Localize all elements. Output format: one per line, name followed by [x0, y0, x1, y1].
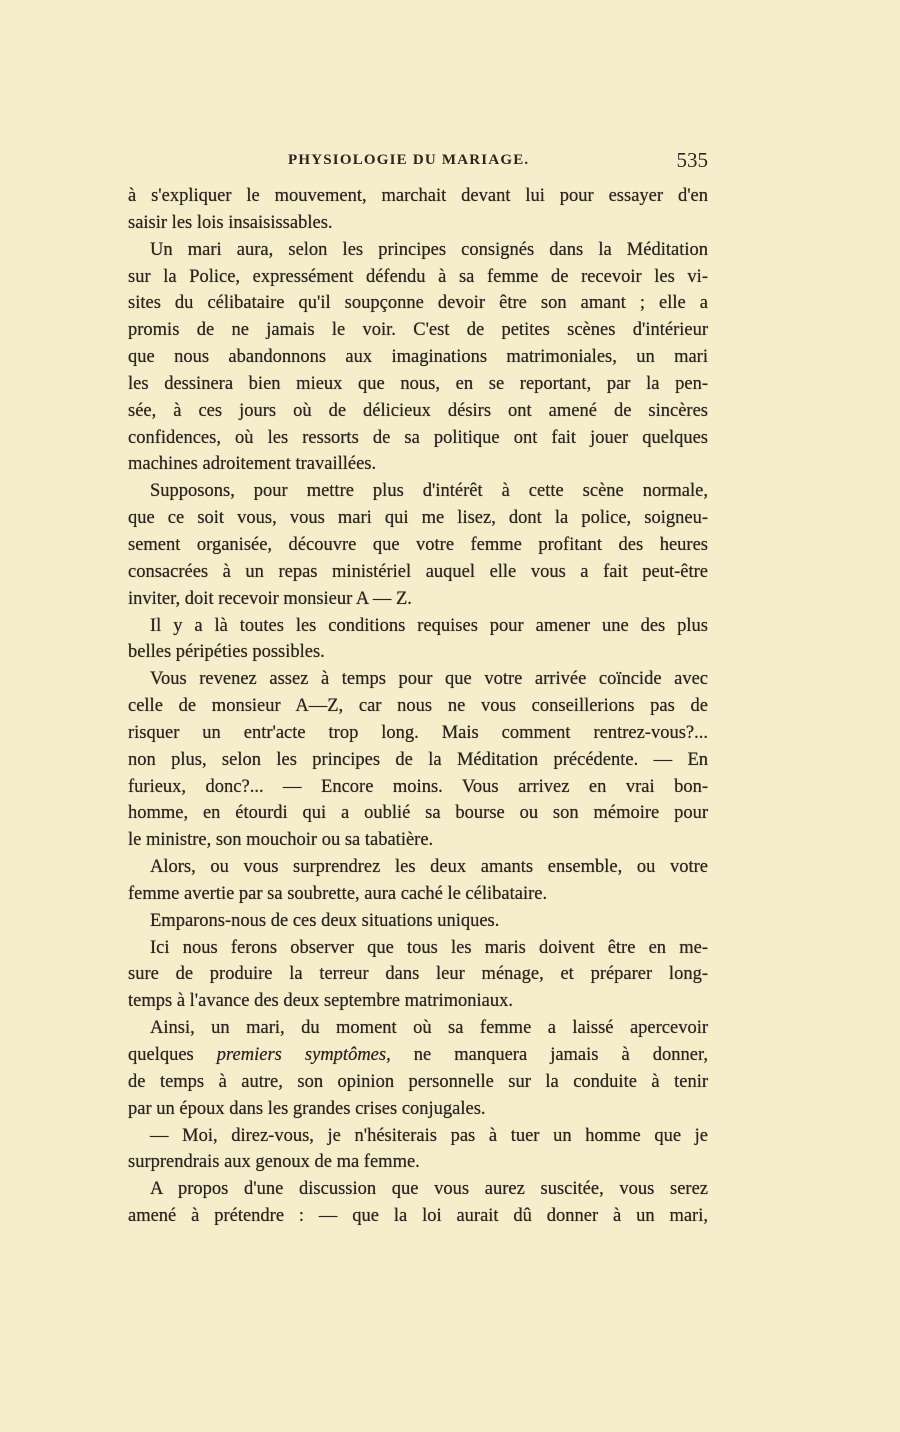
text-line: Supposons, pour mettre plus d'intérêt à cette scène normale, — [150, 481, 708, 502]
paragraph — [128, 613, 708, 667]
text-line: Emparons-nous de ces deux situations uniques. — [150, 910, 500, 931]
text-line: sure de produire la terreur dans leur ménage, et préparer long- — [128, 964, 708, 985]
text-line: homme, en étourdi qui a oublié sa bourse ou son mémoire pour — [128, 803, 708, 824]
text-line: Ici nous ferons observer que tous les maris doivent être en me- — [150, 937, 708, 958]
text-line: que nous abandonnons aux imaginations matrimoniales, un mari — [128, 347, 708, 368]
text-line: femme avertie par sa soubrette, aura caché le célibataire. — [128, 883, 548, 904]
text-line: de temps à autre, son opinion personnelle sur la conduite à tenir — [128, 1071, 708, 1092]
paragraph — [128, 478, 708, 612]
text-line: temps à l'avance des deux septembre matrimoniaux. — [128, 991, 514, 1012]
paragraph — [128, 666, 708, 854]
paragraph — [128, 1176, 708, 1230]
text-line: Alors, ou vous surprendrez les deux amants ensemble, ou votre — [150, 857, 708, 878]
text-line: par un époux dans les grandes crises conjugales. — [128, 1098, 486, 1119]
text-line: saisir les lois insaisissables. — [128, 212, 333, 233]
paragraph — [128, 935, 708, 1016]
paragraph — [128, 1015, 708, 1122]
paragraph — [128, 237, 708, 479]
text-line: surprendrais aux genoux de ma femme. — [128, 1152, 420, 1173]
body-text — [128, 183, 708, 1230]
text-line: promis de ne jamais le voir. C'est de petites scènes d'intérieur — [128, 320, 708, 341]
page-number: 535 — [676, 148, 708, 172]
running-title: PHYSIOLOGIE DU MARIAGE. — [288, 152, 530, 168]
text-line: à s'expliquer le mouvement, marchait devant lui pour essayer d'en — [128, 186, 708, 206]
text-line: consacrées à un repas ministériel auquel elle vous a fait peut-être — [128, 561, 708, 582]
text-line: quelques premiers symptômes, ne manquera jamais à donner, — [128, 1045, 709, 1065]
paragraph — [128, 908, 708, 935]
text-line: que ce soit vous, vous mari qui me lisez, dont la police, soigneu- — [128, 508, 708, 529]
running-header — [128, 150, 708, 176]
text-line: risquer un entr'acte trop long. Mais comment rentrez-vous?... — [128, 722, 708, 743]
text-line: Vous revenez assez à temps pour que votre arrivée coïncide avec — [150, 669, 708, 690]
paragraph — [128, 183, 708, 237]
text-line: confidences, où les ressorts de sa politique ont fait jouer quelques — [128, 427, 708, 448]
text-line: machines adroitement travaillées. — [128, 454, 377, 475]
text-line: furieux, donc?... — Encore moins. Vous arrivez en vrai bon- — [128, 776, 708, 797]
text-line: sur la Police, expressément défendu à sa femme de recevoir les vi- — [128, 266, 708, 287]
text-line: inviter, doit recevoir monsieur A — Z. — [128, 588, 412, 609]
text-line: Un mari aura, selon les principes consignés dans la Méditation — [150, 239, 708, 260]
text-line: amené à prétendre : — que la loi aurait dû donner à un mari, — [128, 1206, 708, 1227]
text-line: le ministre, son mouchoir ou sa tabatière. — [128, 830, 434, 851]
paragraph — [128, 1123, 708, 1177]
text-line: A propos d'une discussion que vous aurez suscitée, vous serez — [150, 1179, 708, 1200]
text-line: — Moi, direz-vous, je n'hésiterais pas à tuer un homme que je — [150, 1125, 708, 1146]
text-line: les dessinera bien mieux que nous, en se reportant, par la pen- — [128, 373, 708, 394]
text-line: belles péripéties possibles. — [128, 642, 325, 663]
text-line: sites du célibataire qu'il soupçonne devoir être son amant ; elle a — [128, 293, 708, 314]
text-line: sée, à ces jours où de délicieux désirs ont amené de sincères — [128, 400, 708, 421]
paragraph — [128, 854, 708, 908]
text-line: non plus, selon les principes de la Méditation précédente. — En — [128, 749, 708, 770]
text-line: celle de monsieur A—Z, car nous ne vous conseillerions pas de — [128, 696, 708, 717]
text-line: sement organisée, découvre que votre femme profitant des heures — [128, 534, 708, 555]
text-line: Ainsi, un mari, du moment où sa femme a laissé apercevoir — [150, 1018, 708, 1039]
text-line: Il y a là toutes les conditions requises pour amener une des plus — [150, 615, 708, 636]
